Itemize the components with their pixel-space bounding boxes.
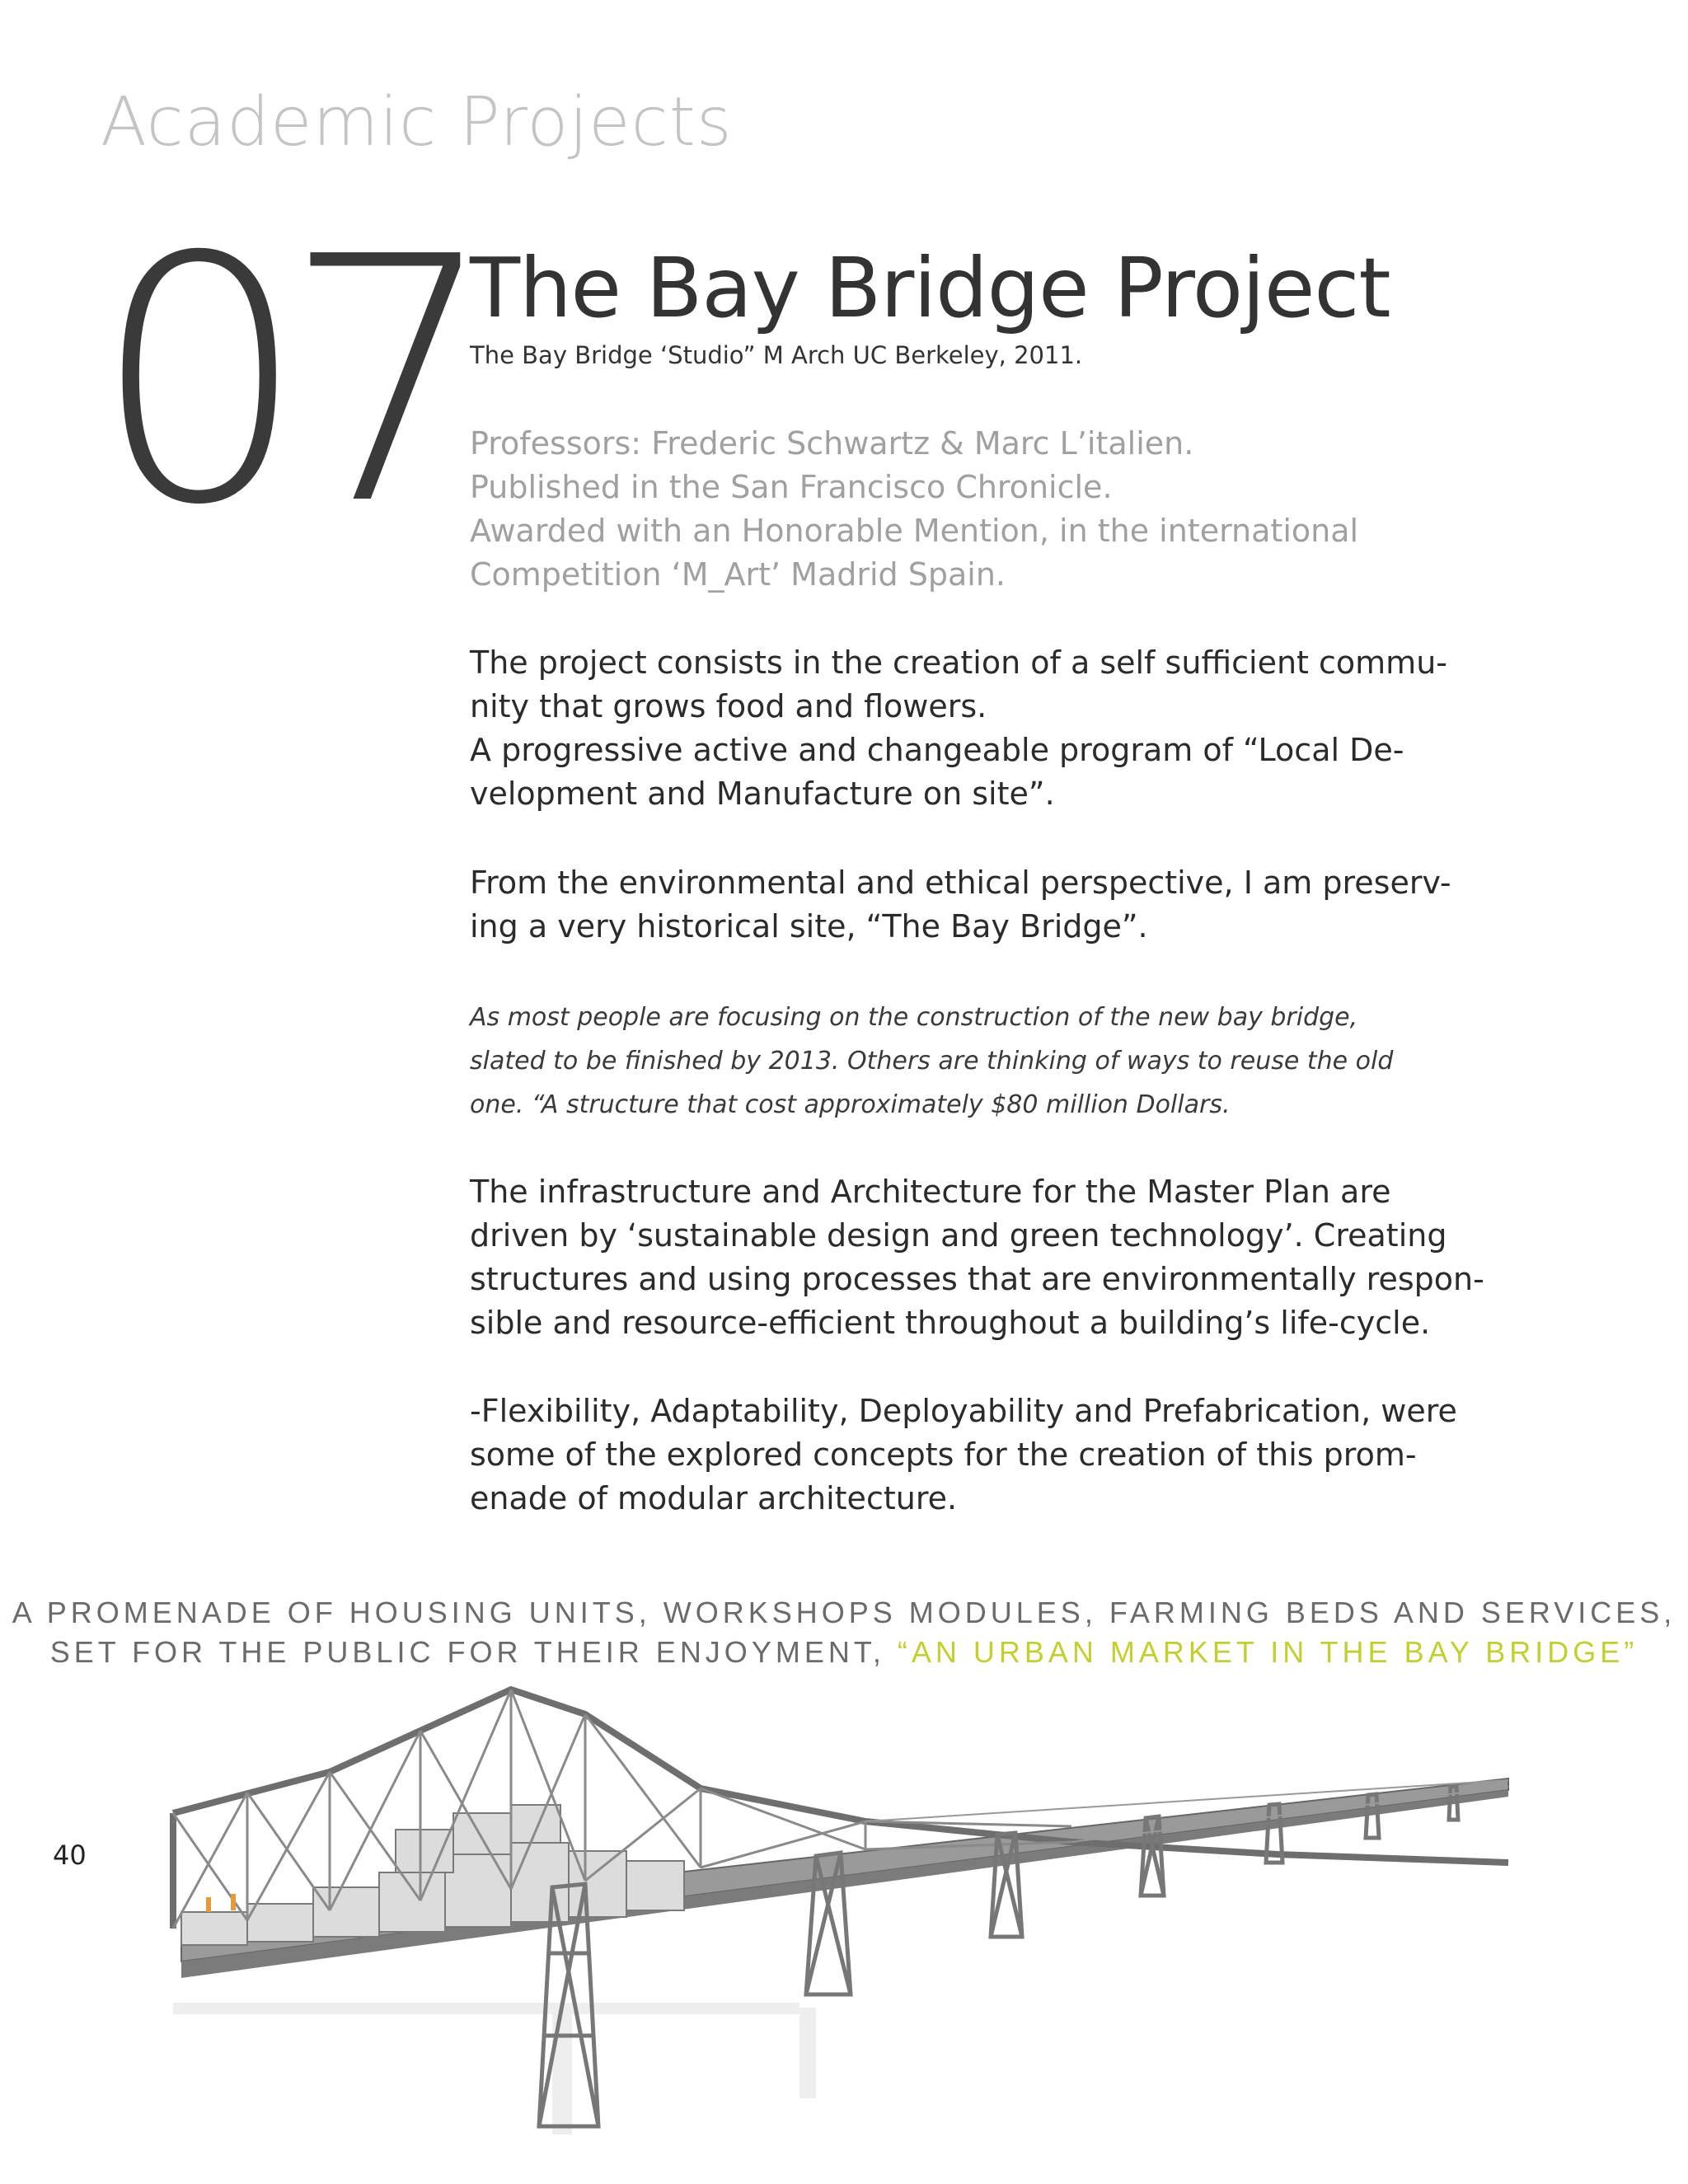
paragraph-concepts <box>470 1390 1566 1521</box>
quote-line: As most people are focusing on the construction of the new bay bridge, <box>470 1003 1358 1032</box>
text-line: ing a very historical site, “The Bay Bridge”. <box>470 908 1148 944</box>
banner-line-2-main: SET FOR THE PUBLIC FOR THEIR ENJOYMENT, <box>49 1635 898 1669</box>
text-line: driven by ‘sustainable design and green technology’. Creating <box>470 1217 1447 1254</box>
text-line: From the environmental and ethical perspective, I am preserv- <box>470 865 1451 901</box>
banner-accent: “AN URBAN MARKET IN THE BAY BRIDGE” <box>897 1635 1639 1669</box>
text-line: structures and using processes that are environmentally respon- <box>470 1261 1484 1297</box>
paragraph-infrastructure <box>470 1170 1566 1345</box>
section-title: Academic Projects <box>101 83 733 162</box>
project-title: The Bay Bridge Project <box>470 240 1390 336</box>
text-line: some of the explored concepts for the creation of this prom- <box>470 1436 1417 1473</box>
page-number: 40 <box>53 1840 87 1871</box>
bridge-reflection <box>173 2003 816 2135</box>
text-line: A progressive active and changeable program of “Local De- <box>470 732 1404 768</box>
paragraph-environment <box>470 861 1566 949</box>
text-line: enade of modular architecture. <box>470 1480 958 1516</box>
credit-line: Professors: Frederic Schwartz & Marc L’italien. <box>470 425 1194 462</box>
credit-line: Competition ‘M_Art’ Madrid Spain. <box>470 556 1006 593</box>
banner-line-1: A PROMENADE OF HOUSING UNITS, WORKSHOPS MODULES, FARMING BEDS AND SERVICES, <box>12 1596 1676 1629</box>
italic-quote <box>470 996 1566 1127</box>
credit-line: Published in the San Francisco Chronicle. <box>470 469 1113 505</box>
housing-modules <box>181 1805 684 1945</box>
text-line: -Flexibility, Adaptability, Deployability and Prefabrication, were <box>470 1393 1457 1429</box>
project-subtitle: The Bay Bridge ‘Studio” M Arch UC Berkeley, 2011. <box>470 341 1083 369</box>
text-line: The infrastructure and Architecture for the Master Plan are <box>470 1174 1391 1210</box>
quote-line: slated to be finished by 2013. Others are thinking of ways to reuse the old <box>470 1047 1394 1076</box>
bay-bridge-illustration <box>124 1681 1525 2159</box>
credit-line: Awarded with an Honorable Mention, in the international <box>470 513 1359 549</box>
paragraph-community <box>470 641 1566 816</box>
text-line: sible and resource-efficient throughout a building’s life-cycle. <box>470 1305 1431 1341</box>
quote-line: one. “A structure that cost approximately $80 million Dollars. <box>470 1090 1231 1119</box>
project-number: 07 <box>92 185 473 579</box>
text-line: nity that grows food and flowers. <box>470 688 987 724</box>
text-line: velopment and Manufacture on site”. <box>470 776 1055 812</box>
bridge-truss-top <box>173 1690 1508 1863</box>
project-credits <box>470 422 1566 597</box>
text-line: The project consists in the creation of a self sufficient commu- <box>470 644 1447 681</box>
banner-line-2 <box>0 1635 1688 1670</box>
